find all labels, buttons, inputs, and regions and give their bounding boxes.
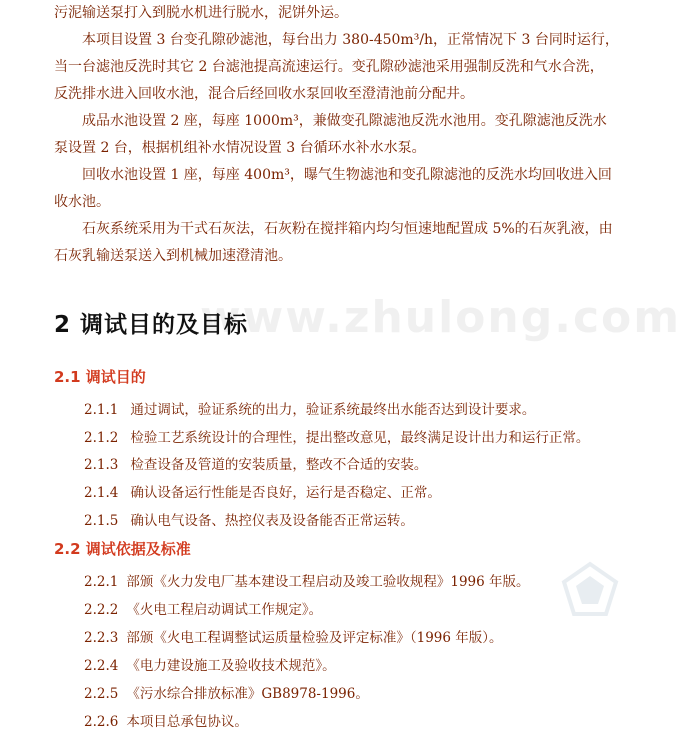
item-number: 2.2.5 <box>84 686 119 702</box>
list-item <box>84 453 427 473</box>
text-line: 石灰系统采用为干式石灰法，石灰粉在搅拌箱内均匀恒速地配置成 5%的石灰乳液，由 <box>82 221 613 237</box>
item-text: 《火电工程启动调试工作规定》。 <box>126 602 323 618</box>
item-number: 2.2.6 <box>84 714 119 730</box>
section-title: 2 调试目的及目标 <box>54 312 249 338</box>
item-number: 2.2.2 <box>84 602 119 618</box>
list-item <box>84 509 414 529</box>
subsection-title: 2.2 调试依据及标准 <box>54 540 191 558</box>
list-item <box>84 481 441 501</box>
list-item <box>84 626 503 646</box>
item-number: 2.2.3 <box>84 630 119 646</box>
item-text: 《电力建设施工及验收技术规范》。 <box>126 658 336 674</box>
item-number: 2.2.1 <box>84 574 119 590</box>
list-item <box>84 426 589 446</box>
text-line: 成品水池设置 2 座，每座 1000m³，兼做变孔隙滤池反洗水池用。变孔隙滤池反洗水 <box>82 113 607 129</box>
item-text: 本项目总承包协议。 <box>126 714 248 730</box>
item-text: 检查设备及管道的安装质量，整改不合适的安装。 <box>130 457 428 473</box>
text-line: 当一台滤池反洗时其它 2 台滤池提高流速运行。变孔隙砂滤池采用强制反洗和气水合洗， <box>54 59 604 75</box>
item-number: 2.1.4 <box>84 485 119 501</box>
item-text: 《污水综合排放标准》GB8978-1996。 <box>126 686 369 702</box>
item-number: 2.1.3 <box>84 457 119 473</box>
text-line: 本项目设置 3 台变孔隙砂滤池，每台出力 380-450m³/h，正常情况下 3 台同时运行， <box>82 32 619 48</box>
list-item <box>84 682 369 702</box>
watermark-logo-icon <box>560 560 620 620</box>
item-number: 2.1.1 <box>84 402 119 418</box>
text-line: 石灰乳输送泵送入到机械加速澄清池。 <box>54 248 292 264</box>
item-number: 2.2.4 <box>84 658 119 674</box>
item-number: 2.1.5 <box>84 513 119 529</box>
text-line: 污泥输送泵打入到脱水机进行脱水，泥饼外运。 <box>54 5 348 21</box>
text-line: 回收水池设置 1 座，每座 400m³，曝气生物滤池和变孔隙滤池的反洗水均回收进入回 <box>82 167 612 183</box>
item-text: 部颁《火电工程调整试运质量检验及评定标准》（1996 年版）。 <box>126 630 503 646</box>
text-line: 反洗排水进入回收水池，混合后经回收水泵回收至澄清池前分配井。 <box>54 86 474 102</box>
subsection-title: 2.1 调试目的 <box>54 368 146 386</box>
item-text: 检验工艺系统设计的合理性，提出整改意见，最终满足设计出力和运行正常。 <box>130 430 590 446</box>
text-line: 收水池。 <box>54 194 110 210</box>
list-item <box>84 598 322 618</box>
item-text: 部颁《火力发电厂基本建设工程启动及竣工验收规程》1996 年版。 <box>126 574 530 590</box>
list-item <box>84 710 248 730</box>
list-item <box>84 570 530 590</box>
list-item <box>84 398 535 418</box>
item-text: 通过调试，验证系统的出力，验证系统最终出水能否达到设计要求。 <box>130 402 536 418</box>
intro-paragraphs <box>54 0 634 270</box>
text-line: 泵设置 2 台，根据机组补水情况设置 3 台循环水补水水泵。 <box>54 140 426 156</box>
watermark-text: www.zhulong.com <box>200 292 682 343</box>
item-number: 2.1.2 <box>84 430 119 446</box>
item-text: 确认电气设备、热控仪表及设备能否正常运转。 <box>130 513 414 529</box>
item-text: 确认设备运行性能是否良好，运行是否稳定、正常。 <box>130 485 441 501</box>
list-item <box>84 654 336 674</box>
